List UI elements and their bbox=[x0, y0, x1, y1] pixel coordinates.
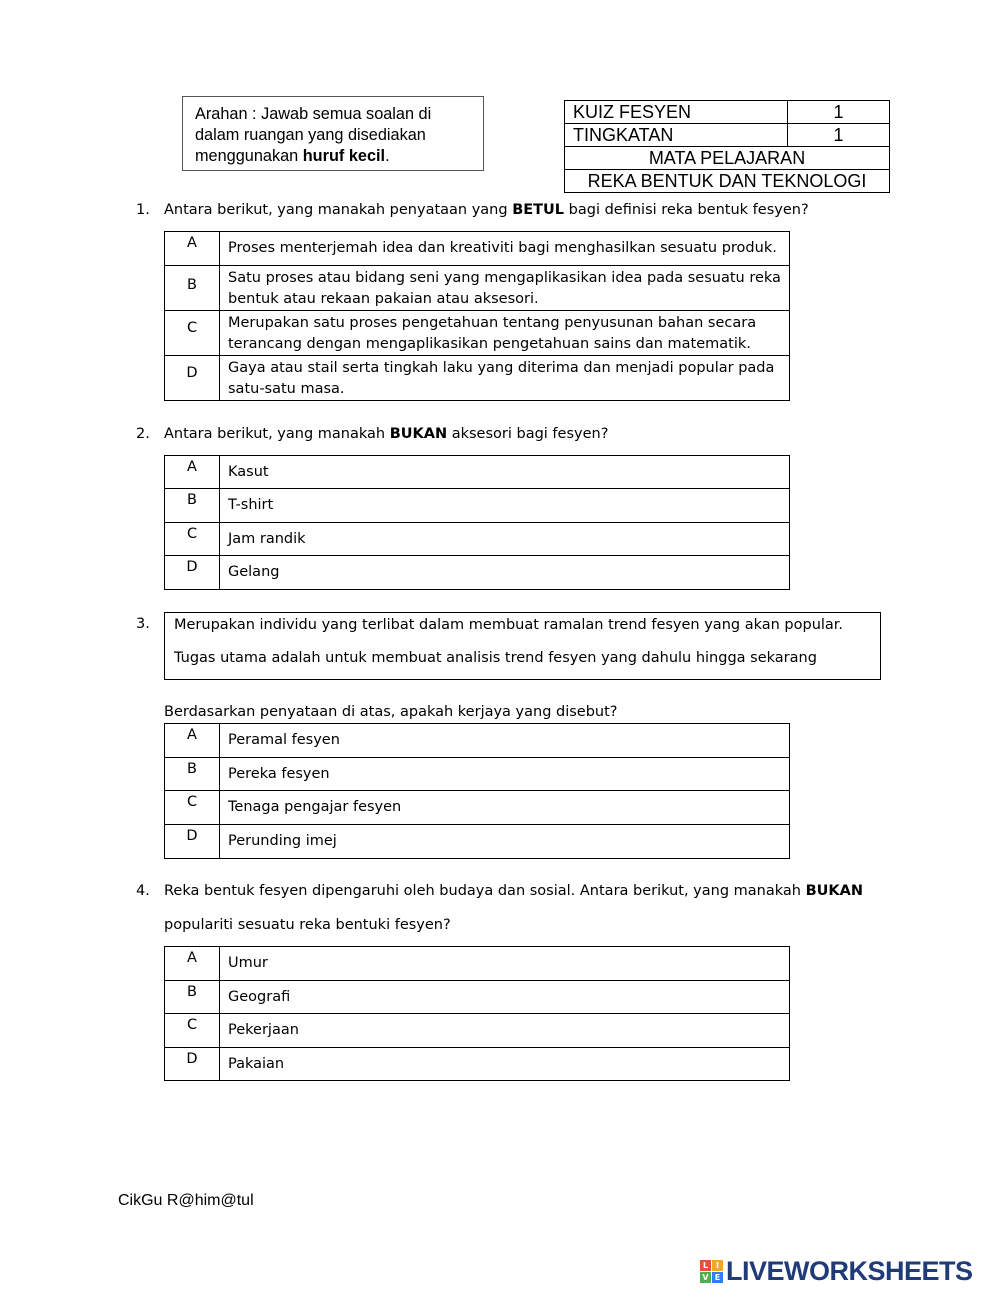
option-letter: A bbox=[165, 232, 220, 266]
option-row[interactable] bbox=[165, 311, 790, 356]
logo-cube: E bbox=[712, 1272, 723, 1283]
question-2-text-prefix: Antara berikut, yang manakah bbox=[164, 426, 390, 442]
option-row[interactable] bbox=[165, 356, 790, 401]
option-text bbox=[220, 311, 790, 356]
option-letter: A bbox=[165, 947, 220, 981]
option-row[interactable] bbox=[165, 456, 790, 489]
option-text: T-shirt bbox=[220, 489, 790, 523]
logo-wordmark: LIVEWORKSHEETS bbox=[726, 1256, 973, 1286]
liveworksheets-logo[interactable] bbox=[700, 1256, 973, 1287]
option-letter: C bbox=[165, 1014, 220, 1048]
option-text: Pekerjaan bbox=[220, 1014, 790, 1048]
option-row[interactable] bbox=[165, 266, 790, 311]
question-4-text-line-2: populariti sesuatu reka bentuki fesyen? bbox=[164, 917, 451, 933]
instruction-line-3 bbox=[195, 146, 473, 167]
instruction-line-1: Arahan : Jawab semua soalan di bbox=[195, 105, 432, 123]
option-line-1: Merupakan satu proses pengetahuan tentang penyusunan bahan secara bbox=[228, 315, 757, 331]
instruction-line-3-prefix: menggunakan bbox=[195, 147, 303, 165]
question-1-options bbox=[164, 231, 790, 401]
option-row[interactable] bbox=[165, 1048, 790, 1081]
question-4-text-prefix: Reka bentuk fesyen dipengaruhi oleh budaya dan sosial. Antara berikut, yang manakah bbox=[164, 883, 806, 899]
option-line-1: Satu proses atau bidang seni yang mengaplikasikan idea pada sesuatu reka bbox=[228, 270, 781, 286]
option-line-1: Proses menterjemah idea dan kreativiti bagi menghasilkan sesuatu produk. bbox=[228, 240, 777, 256]
logo-cube: V bbox=[700, 1272, 711, 1283]
question-4-options bbox=[164, 946, 790, 1081]
question-1-number: 1. bbox=[136, 202, 150, 218]
option-line-2: terancang dengan mengaplikasikan pengetahuan sains dan matematik. bbox=[228, 336, 751, 352]
option-letter: C bbox=[165, 791, 220, 825]
question-3-text: Berdasarkan penyataan di atas, apakah kerjaya yang disebut? bbox=[164, 704, 618, 720]
level-value: 1 bbox=[788, 124, 890, 147]
question-2-keyword: BUKAN bbox=[389, 426, 448, 442]
option-letter: C bbox=[165, 523, 220, 556]
option-text: Jam randik bbox=[220, 523, 790, 556]
logo-cubes-icon bbox=[700, 1260, 723, 1283]
option-row[interactable] bbox=[165, 724, 790, 758]
subject-value: REKA BENTUK DAN TEKNOLOGI bbox=[565, 170, 890, 193]
option-letter: A bbox=[165, 456, 220, 489]
question-2-text-suffix: aksesori bagi fesyen? bbox=[447, 426, 609, 442]
option-row[interactable] bbox=[165, 523, 790, 556]
logo-cube: L bbox=[700, 1260, 711, 1271]
quiz-row bbox=[565, 101, 890, 124]
statement-line-2: Tugas utama adalah untuk membuat analisis trend fesyen yang dahulu hingga sekarang bbox=[174, 650, 817, 666]
question-1-text bbox=[164, 200, 809, 220]
option-text: Geografi bbox=[220, 981, 790, 1014]
instruction-line-3-suffix: . bbox=[385, 147, 390, 165]
level-row bbox=[565, 124, 890, 147]
quiz-label: KUIZ FESYEN bbox=[565, 101, 788, 124]
option-line-2: bentuk atau rekaan pakaian atau aksesori. bbox=[228, 291, 539, 307]
option-letter: D bbox=[165, 825, 220, 859]
option-line-1: Gaya atau stail serta tingkah laku yang diterima dan menjadi popular pada bbox=[228, 360, 775, 376]
subject-label: MATA PELAJARAN bbox=[565, 147, 890, 170]
question-1-text-prefix: Antara berikut, yang manakah penyataan yang bbox=[164, 202, 513, 218]
option-row[interactable] bbox=[165, 232, 790, 266]
question-4-keyword: BUKAN bbox=[805, 883, 863, 899]
option-letter: D bbox=[165, 1048, 220, 1081]
question-2-text bbox=[164, 424, 608, 444]
option-letter: D bbox=[165, 556, 220, 590]
question-4-text bbox=[164, 881, 863, 901]
subject-label-row bbox=[565, 147, 890, 170]
option-text: Tenaga pengajar fesyen bbox=[220, 791, 790, 825]
option-row[interactable] bbox=[165, 556, 790, 590]
option-text bbox=[220, 232, 790, 266]
quiz-value: 1 bbox=[788, 101, 890, 124]
option-text bbox=[220, 356, 790, 401]
statement-line-1: Merupakan individu yang terlibat dalam membuat ramalan trend fesyen yang akan popular. bbox=[174, 617, 844, 633]
option-text: Gelang bbox=[220, 556, 790, 590]
option-letter: D bbox=[165, 356, 220, 401]
option-letter: A bbox=[165, 724, 220, 758]
option-row[interactable] bbox=[165, 981, 790, 1014]
option-text: Peramal fesyen bbox=[220, 724, 790, 758]
option-letter: B bbox=[165, 489, 220, 523]
question-2-options bbox=[164, 455, 790, 590]
question-4-number: 4. bbox=[136, 883, 150, 899]
instruction-emphasis: huruf kecil bbox=[302, 147, 386, 165]
option-row[interactable] bbox=[165, 947, 790, 981]
option-text: Pakaian bbox=[220, 1048, 790, 1081]
option-row[interactable] bbox=[165, 489, 790, 523]
option-row[interactable] bbox=[165, 825, 790, 859]
author-signature: CikGu R@him@tul bbox=[118, 1192, 254, 1209]
question-1-keyword: BETUL bbox=[512, 202, 565, 218]
instruction-box bbox=[182, 96, 484, 171]
question-3-statement-box bbox=[164, 612, 881, 680]
option-letter: B bbox=[165, 981, 220, 1014]
instruction-line-2: dalam ruangan yang disediakan bbox=[195, 126, 426, 144]
subject-value-row bbox=[565, 170, 890, 193]
option-row[interactable] bbox=[165, 791, 790, 825]
option-text: Kasut bbox=[220, 456, 790, 489]
option-letter: C bbox=[165, 311, 220, 356]
question-1-text-suffix: bagi definisi reka bentuk fesyen? bbox=[564, 202, 809, 218]
option-row[interactable] bbox=[165, 758, 790, 791]
question-2-number: 2. bbox=[136, 426, 150, 442]
option-row[interactable] bbox=[165, 1014, 790, 1048]
logo-cube: I bbox=[712, 1260, 723, 1271]
option-text: Umur bbox=[220, 947, 790, 981]
option-text: Perunding imej bbox=[220, 825, 790, 859]
option-letter: B bbox=[165, 758, 220, 791]
option-letter: B bbox=[165, 266, 220, 311]
level-label: TINGKATAN bbox=[565, 124, 788, 147]
question-3-number: 3. bbox=[136, 616, 150, 632]
question-3-options bbox=[164, 723, 790, 859]
option-line-2: satu-satu masa. bbox=[228, 381, 345, 397]
option-text bbox=[220, 266, 790, 311]
quiz-info-table bbox=[564, 100, 890, 193]
option-text: Pereka fesyen bbox=[220, 758, 790, 791]
